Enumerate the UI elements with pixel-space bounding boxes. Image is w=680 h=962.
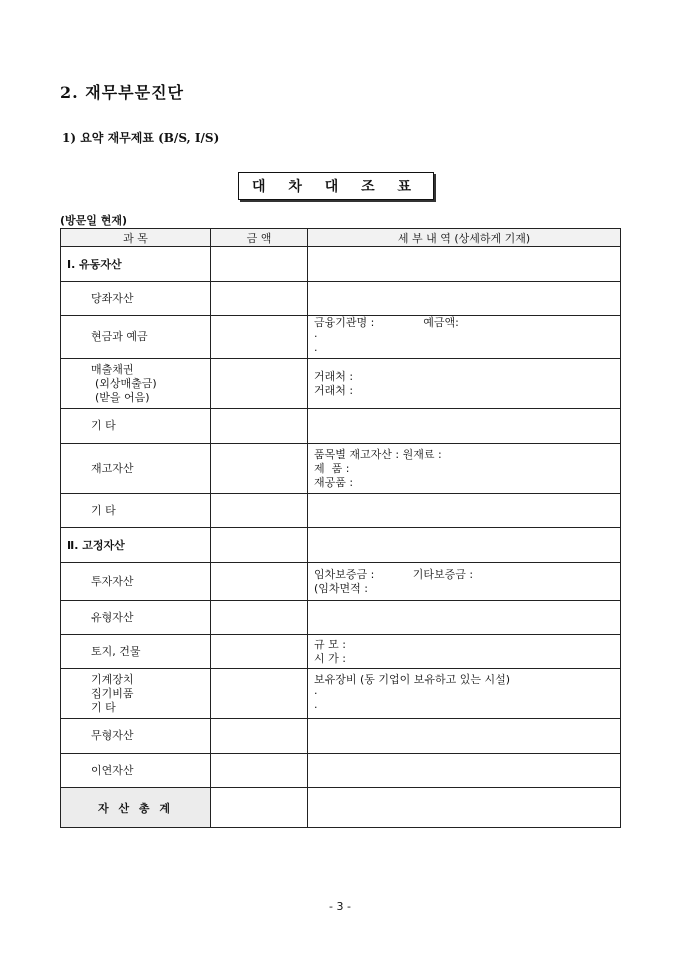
table-row — [61, 601, 621, 635]
amount-cell[interactable] — [211, 719, 308, 754]
table-row — [61, 528, 621, 563]
table-row — [61, 409, 621, 444]
account-label: 이연자산 — [91, 763, 134, 777]
account-label: 현금과 예금 — [91, 330, 148, 343]
account-cell — [61, 359, 211, 409]
account-label: 기 타 — [91, 503, 116, 517]
amount-cell[interactable] — [211, 494, 308, 528]
detail-line: 시 가 : — [314, 651, 346, 665]
amount-cell[interactable] — [211, 754, 308, 788]
account-cell — [61, 316, 211, 359]
header-details: 세 부 내 역 (상세하게 기재) — [308, 229, 621, 247]
account-cell — [61, 494, 211, 528]
amount-cell[interactable] — [211, 409, 308, 444]
details-cell[interactable] — [308, 635, 621, 669]
table-row — [61, 247, 621, 282]
account-label: 재고자산 — [91, 461, 134, 475]
detail-line: 거래처 : — [314, 369, 354, 383]
detail-line: 보유장비 (동 기업이 보유하고 있는 시설) — [314, 672, 511, 686]
table-row — [61, 444, 621, 494]
table-body — [61, 247, 621, 828]
table-row — [61, 563, 621, 601]
account-cell — [61, 282, 211, 316]
account-cell — [61, 669, 211, 719]
amount-cell[interactable] — [211, 601, 308, 635]
account-cell — [61, 754, 211, 788]
detail-line: · — [314, 344, 318, 357]
detail-line: · — [314, 700, 318, 714]
account-label: (받을 어음) — [95, 390, 150, 404]
account-label: 기계장치 — [91, 672, 134, 686]
amount-cell[interactable] — [211, 359, 308, 409]
account-label: 매출채권 — [91, 362, 134, 376]
detail-line: · — [314, 330, 318, 343]
details-cell[interactable] — [308, 444, 621, 494]
account-cell — [61, 563, 211, 601]
amount-cell[interactable] — [211, 669, 308, 719]
account-label: 토지, 건물 — [91, 644, 141, 658]
details-cell[interactable] — [308, 247, 621, 282]
detail-line: 규 모 : — [314, 637, 346, 651]
details-cell[interactable] — [308, 282, 621, 316]
table-row — [61, 494, 621, 528]
detail-line: 제 품 : — [314, 461, 350, 475]
page-number: - 3 - — [329, 900, 351, 913]
details-cell[interactable] — [308, 409, 621, 444]
table-row — [61, 669, 621, 719]
account-cell — [61, 247, 211, 282]
account-label: 기 타 — [91, 700, 116, 714]
details-cell[interactable] — [308, 601, 621, 635]
amount-cell[interactable] — [211, 528, 308, 563]
account-cell — [61, 444, 211, 494]
account-label: 당좌자산 — [91, 291, 134, 305]
amount-cell[interactable] — [211, 444, 308, 494]
detail-line: 금융기관명 : 예금액: — [314, 316, 459, 329]
account-cell — [61, 635, 211, 669]
table-row — [61, 359, 621, 409]
details-cell[interactable] — [308, 316, 621, 359]
amount-cell[interactable] — [211, 563, 308, 601]
total-details-cell[interactable] — [308, 788, 621, 828]
amount-cell[interactable] — [211, 247, 308, 282]
details-cell[interactable] — [308, 528, 621, 563]
detail-line: 임차보증금 : 기타보증금 : — [314, 567, 474, 581]
details-cell[interactable] — [308, 669, 621, 719]
account-label: 집기비품 — [91, 686, 134, 700]
category-label: Ⅱ. 고정자산 — [67, 539, 125, 552]
account-cell — [61, 528, 211, 563]
amount-cell[interactable] — [211, 316, 308, 359]
header-amount: 금 액 — [211, 229, 308, 247]
account-cell — [61, 601, 211, 635]
total-amount-cell[interactable] — [211, 788, 308, 828]
table-row — [61, 282, 621, 316]
table-row — [61, 635, 621, 669]
amount-cell[interactable] — [211, 635, 308, 669]
subsection-title: 1) 요약 재무제표 (B/S, I/S) — [62, 131, 220, 145]
account-label: (외상매출금) — [95, 376, 157, 390]
detail-line: 거래처 : — [314, 383, 354, 397]
account-label: 기 타 — [91, 419, 116, 432]
details-cell[interactable] — [308, 719, 621, 754]
table-row — [61, 316, 621, 359]
details-cell[interactable] — [308, 754, 621, 788]
balance-sheet-title: 대 차 대 조 표 — [238, 172, 434, 200]
account-label: 유형자산 — [91, 610, 134, 624]
detail-line: · — [314, 686, 318, 700]
section-title: 2. 재무부문진단 — [60, 83, 185, 102]
category-label: Ⅰ. 유동자산 — [67, 258, 122, 271]
account-cell — [61, 409, 211, 444]
balance-sheet-table — [60, 228, 621, 828]
header-account: 과 목 — [61, 229, 211, 247]
amount-cell[interactable] — [211, 282, 308, 316]
table-header-row — [61, 229, 621, 247]
detail-line: 품목별 재고자산 : 원재료 : — [314, 447, 442, 461]
details-cell[interactable] — [308, 494, 621, 528]
details-cell[interactable] — [308, 359, 621, 409]
account-cell — [61, 719, 211, 754]
details-cell[interactable] — [308, 563, 621, 601]
total-assets-label: 자 산 총 계 — [61, 788, 211, 828]
as-of-label: (방문일 현재) — [60, 214, 128, 227]
account-label: 무형자산 — [91, 729, 134, 742]
total-row — [61, 788, 621, 828]
detail-line: 재공품 : — [314, 475, 354, 489]
table-row — [61, 719, 621, 754]
account-label: 투자자산 — [91, 574, 134, 588]
detail-line: (임차면적 : — [314, 581, 368, 595]
table-row — [61, 754, 621, 788]
